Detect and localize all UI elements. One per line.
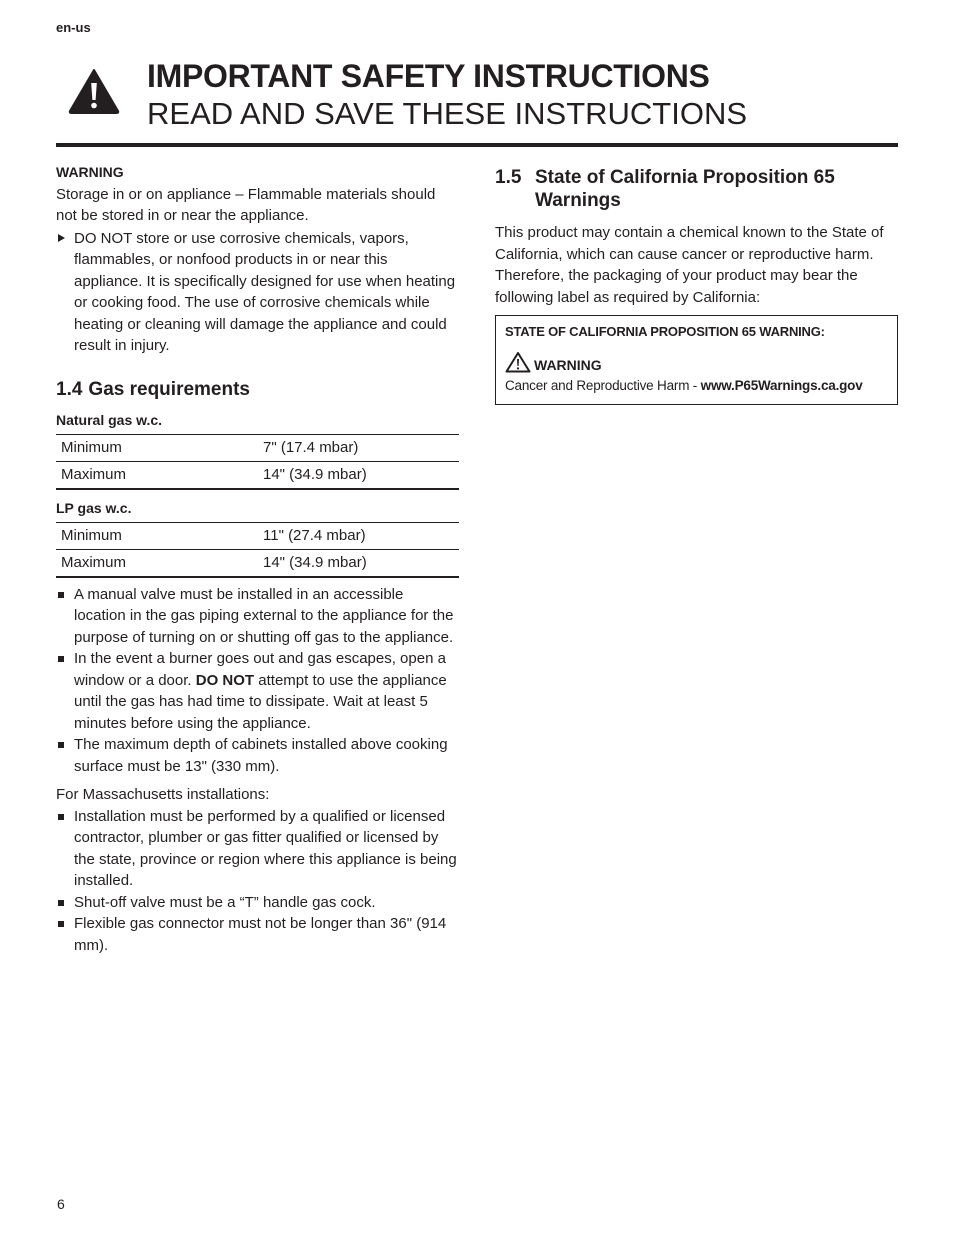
list-item-text: Installation must be performed by a qualified or licensed contractor, plumber or gas fitter qualified or licensed by the state, province or region where this appliance is being installed. bbox=[74, 807, 457, 889]
list-item bbox=[56, 913, 459, 956]
prop65-box-heading: STATE OF CALIFORNIA PROPOSITION 65 WARNING: bbox=[505, 324, 825, 339]
table-cell: Minimum bbox=[56, 522, 258, 549]
list-item bbox=[56, 648, 459, 734]
warning-label: WARNING bbox=[56, 164, 124, 180]
emphasis-text: DO NOT bbox=[195, 671, 255, 689]
prop65-warning-row bbox=[505, 351, 888, 373]
list-item-text: attempt to use the appliance until the gas has had time to dissipate. Wait at least 5 minutes before using the appliance. bbox=[74, 671, 447, 732]
warning-triangle-icon bbox=[68, 68, 120, 114]
prop65-harm-text: Cancer and Reproductive Harm - bbox=[505, 378, 701, 393]
table-cell: Maximum bbox=[56, 549, 258, 577]
warning-text: Storage in or on appliance – Flammable materials should not be stored in or near the appliance. bbox=[56, 185, 436, 224]
table-row bbox=[56, 549, 459, 577]
square-bullet-icon bbox=[58, 900, 64, 906]
warning-bullet bbox=[56, 228, 459, 357]
prop65-url-link[interactable]: www.P65Warnings.ca.gov bbox=[700, 378, 863, 393]
locale-label: en-us bbox=[56, 20, 91, 35]
list-item-text: Flexible gas connector must not be longer than 36" (914 mm). bbox=[74, 915, 447, 954]
prop65-body: This product may contain a chemical known to the State of California, which can cause cancer or reproductive harm. Therefore, the packaging of your product may bear the following label as required by California: bbox=[495, 224, 884, 306]
square-bullet-icon bbox=[58, 656, 64, 662]
lp-gas-label: LP gas w.c. bbox=[56, 499, 132, 516]
table-row bbox=[56, 522, 459, 549]
massachusetts-list bbox=[56, 806, 459, 957]
table-cell: Maximum bbox=[56, 461, 258, 489]
natural-gas-label: Natural gas w.c. bbox=[56, 411, 163, 428]
list-item bbox=[56, 892, 459, 914]
gas-bullet-list bbox=[56, 584, 459, 778]
list-item-text: The maximum depth of cabinets installed above cooking surface must be 13" (330 mm). bbox=[74, 736, 448, 775]
right-column bbox=[495, 166, 898, 405]
arrow-bullet-icon bbox=[58, 234, 65, 242]
section-title: State of California Proposition 65 Warnings bbox=[535, 167, 835, 211]
section-number: 1.4 bbox=[56, 378, 83, 400]
list-item bbox=[56, 806, 459, 892]
section-heading-prop65 bbox=[495, 166, 898, 212]
list-item-text: In the event a burner goes out and gas escapes, open a window or a door. bbox=[74, 650, 446, 689]
table-row bbox=[56, 434, 459, 461]
table-cell: 11" (27.4 mbar) bbox=[258, 522, 459, 549]
page-subtitle: READ AND SAVE THESE INSTRUCTIONS bbox=[147, 96, 748, 131]
square-bullet-icon bbox=[58, 814, 64, 820]
lp-gas-table bbox=[56, 522, 459, 578]
section-title: Gas requirements bbox=[88, 378, 250, 400]
prop65-warning-word: WARNING bbox=[534, 357, 602, 373]
warning-triangle-outline-icon bbox=[505, 351, 531, 373]
page-title: IMPORTANT SAFETY INSTRUCTIONS bbox=[147, 58, 710, 94]
section-number: 1.5 bbox=[495, 167, 522, 188]
square-bullet-icon bbox=[58, 921, 64, 927]
header-rule bbox=[56, 143, 898, 147]
warning-bullet-text: DO NOT store or use corrosive chemicals, vapors, flammables, or nonfood products in or near this appliance. It is specifically designed for use when heating or cooking food. The use of corrosive chemicals while heating or cleaning will damage the appliance and could result in injury. bbox=[74, 229, 456, 354]
table-cell: 7" (17.4 mbar) bbox=[258, 434, 459, 461]
massachusetts-intro: For Massachusetts installations: bbox=[56, 786, 270, 803]
list-item-text: Shut-off valve must be a “T” handle gas cock. bbox=[74, 893, 376, 911]
list-item-text: A manual valve must be installed in an accessible location in the gas piping external to the appliance for the purpose of turning on or shutting off gas to the appliance. bbox=[74, 585, 454, 646]
list-item bbox=[56, 734, 459, 777]
page-number: 6 bbox=[57, 1196, 65, 1212]
square-bullet-icon bbox=[58, 742, 64, 748]
section-heading-gas bbox=[56, 378, 459, 401]
natural-gas-table bbox=[56, 434, 459, 490]
table-row bbox=[56, 461, 459, 489]
table-cell: Minimum bbox=[56, 434, 258, 461]
prop65-label-box bbox=[495, 315, 898, 405]
prop65-harm-line bbox=[505, 377, 888, 395]
table-cell: 14" (34.9 mbar) bbox=[258, 549, 459, 577]
left-column bbox=[56, 162, 459, 956]
list-item bbox=[56, 584, 459, 649]
square-bullet-icon bbox=[58, 592, 64, 598]
table-cell: 14" (34.9 mbar) bbox=[258, 461, 459, 489]
